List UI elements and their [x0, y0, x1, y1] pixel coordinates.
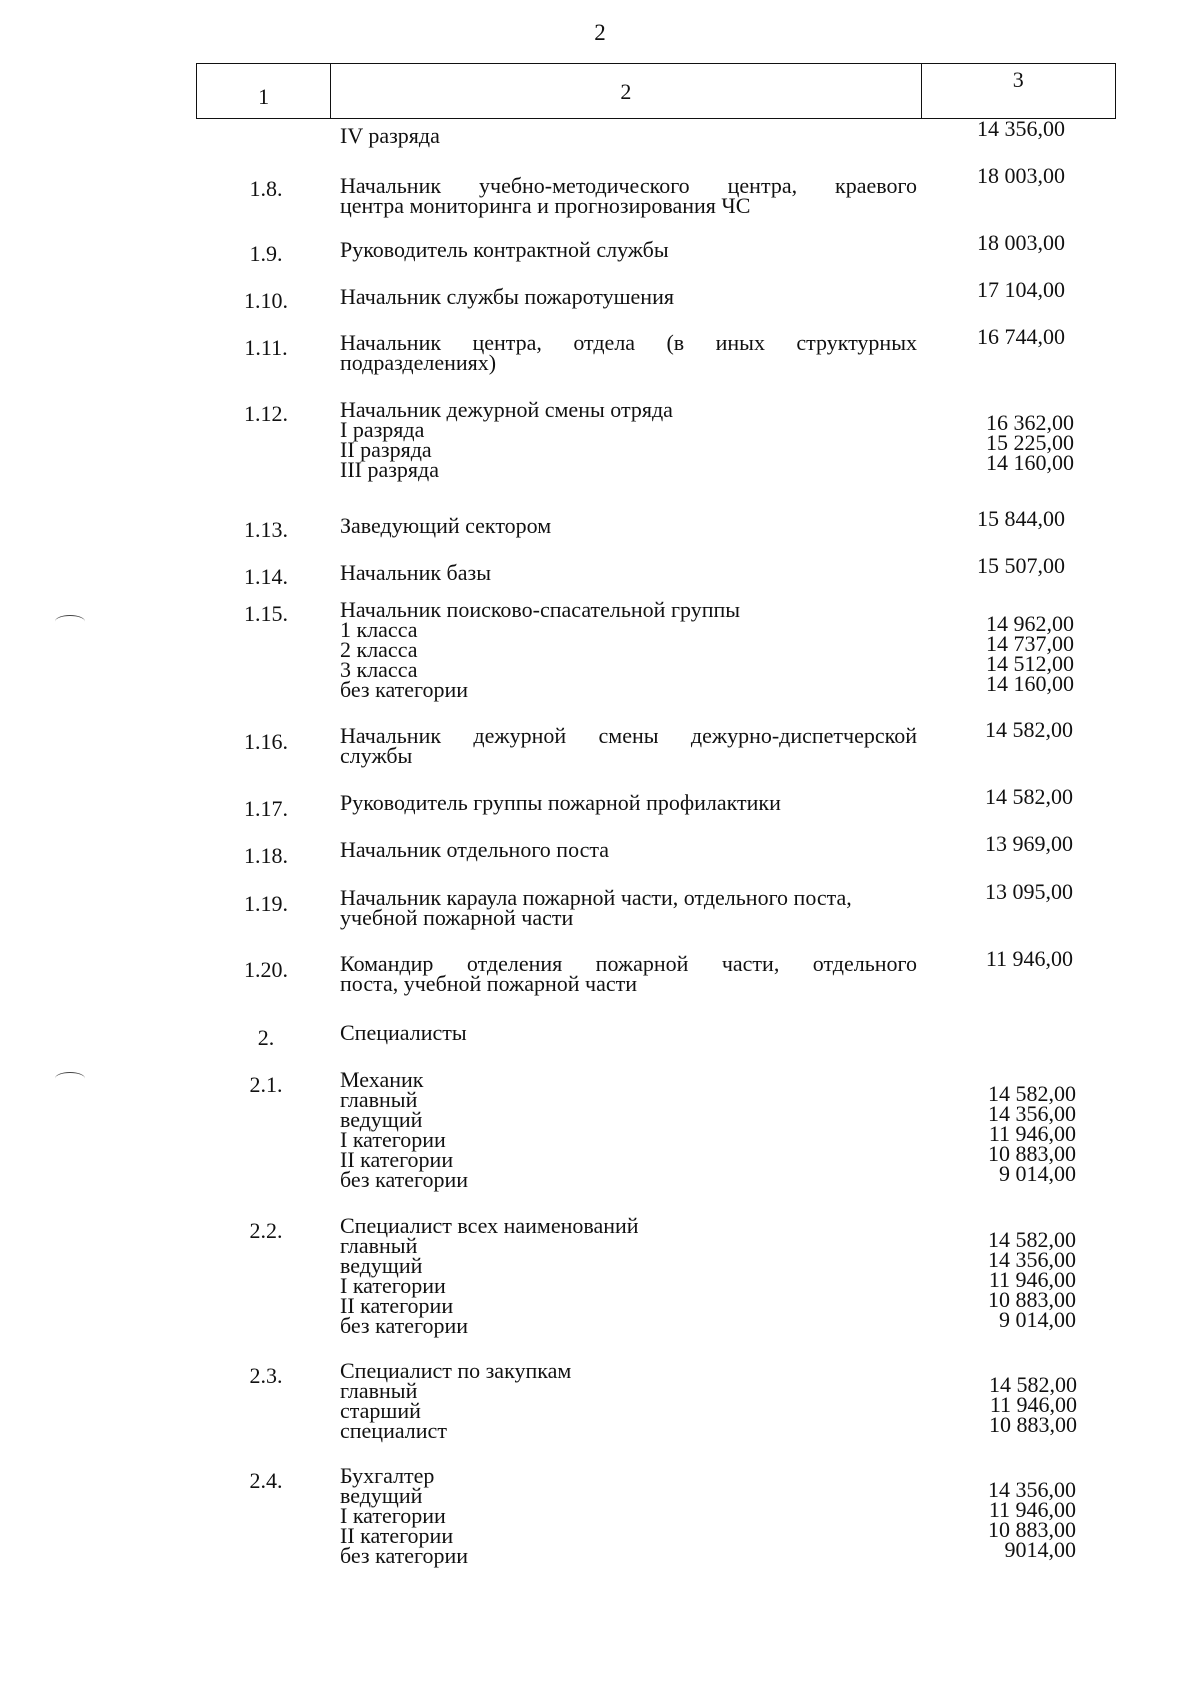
row-number: 1.13.: [244, 517, 288, 542]
margin-mark: [55, 615, 85, 628]
row-value: 14 582,00: [985, 784, 1073, 809]
row-value: 15 507,00: [977, 553, 1065, 578]
row-description: Начальник учебно-методического центра, краевого центра мониторинга и прогнозирования ЧС: [340, 173, 917, 218]
table-header: [196, 63, 1116, 119]
row-value: 15 844,00: [977, 506, 1065, 531]
row-number: 2.3.: [249, 1363, 283, 1388]
row-value: 17 104,00: [977, 277, 1065, 302]
row-description: Руководитель контрактной службы: [340, 237, 669, 262]
row-number: 1.19.: [244, 891, 288, 916]
row-description: Механик главный ведущий I категории II категории без категории: [340, 1067, 469, 1192]
row-number: 2.4.: [249, 1468, 283, 1493]
row-description: Начальник базы: [340, 560, 491, 585]
row-description: Начальник поисково-спасательной группы 1 класса 2 класса 3 класса без категории: [340, 597, 741, 702]
row-values: 14 962,00 14 737,00 14 512,00 14 160,00: [986, 611, 1074, 696]
row-values: 14 582,00 14 356,00 11 946,00 10 883,00 9 014,00: [988, 1081, 1076, 1186]
row-description: Начальник караула пожарной части, отдельного поста, учебной пожарной части: [340, 885, 852, 930]
row-number: 2.2.: [249, 1218, 283, 1243]
row-description: Специалист всех наименований главный ведущий I категории II категории без категории: [340, 1213, 639, 1338]
row-number: 1.11.: [244, 335, 288, 360]
row-number: 2.: [257, 1025, 275, 1050]
row-number: 1.20.: [244, 957, 288, 982]
row-description: Начальник центра, отдела (в иных структурных подразделениях): [340, 330, 917, 375]
row-value: 13 969,00: [985, 831, 1073, 856]
row-number: 1.17.: [244, 796, 288, 821]
row-number: 1.12.: [244, 401, 288, 426]
row-description: Заведующий сектором: [340, 513, 552, 538]
header-col-3: 3: [921, 64, 1115, 119]
margin-mark: [55, 1072, 85, 1085]
page-number: 2: [594, 20, 606, 45]
row-values: 14 582,00 11 946,00 10 883,00: [989, 1372, 1077, 1437]
row-values: 16 362,00 15 225,00 14 160,00: [986, 410, 1074, 475]
row-description: Бухгалтер ведущий I категории II категории без категории: [340, 1463, 469, 1568]
row-description: Специалист по закупкам главный старший специалист: [340, 1358, 572, 1443]
row-value: 14 356,00: [977, 116, 1065, 141]
row-number: 2.1.: [249, 1072, 283, 1097]
row-number: 1.15.: [244, 601, 288, 626]
row-values: 14 582,00 14 356,00 11 946,00 10 883,00 9 014,00: [988, 1227, 1076, 1332]
header-col-2: 2: [331, 64, 921, 119]
row-description: Начальник службы пожаротушения: [340, 284, 674, 309]
row-value: 13 095,00: [985, 879, 1073, 904]
row-description: IV разряда: [340, 123, 440, 148]
row-value: 16 744,00: [977, 324, 1065, 349]
row-description: Специалисты: [340, 1020, 467, 1045]
row-value: 18 003,00: [977, 163, 1065, 188]
row-description: Командир отделения пожарной части, отдельного поста, учебной пожарной части: [340, 951, 917, 996]
row-description: Начальник дежурной смены дежурно-диспетчерской службы: [340, 723, 917, 768]
row-number: 1.10.: [244, 288, 288, 313]
row-number: 1.9.: [249, 241, 283, 266]
row-number: 1.16.: [244, 729, 288, 754]
row-number: 1.14.: [244, 564, 288, 589]
header-col-1: 1: [197, 64, 331, 119]
row-values: 14 356,00 11 946,00 10 883,00 9014,00: [988, 1477, 1076, 1562]
row-value: 18 003,00: [977, 230, 1065, 255]
row-description: Начальник дежурной смены отряда I разряда II разряда III разряда: [340, 397, 673, 482]
row-description: Начальник отдельного поста: [340, 837, 610, 862]
row-number: 1.18.: [244, 843, 288, 868]
row-value: 14 582,00: [985, 717, 1073, 742]
row-description: Руководитель группы пожарной профилактики: [340, 790, 781, 815]
row-number: 1.8.: [249, 176, 283, 201]
row-value: 11 946,00: [985, 946, 1073, 971]
